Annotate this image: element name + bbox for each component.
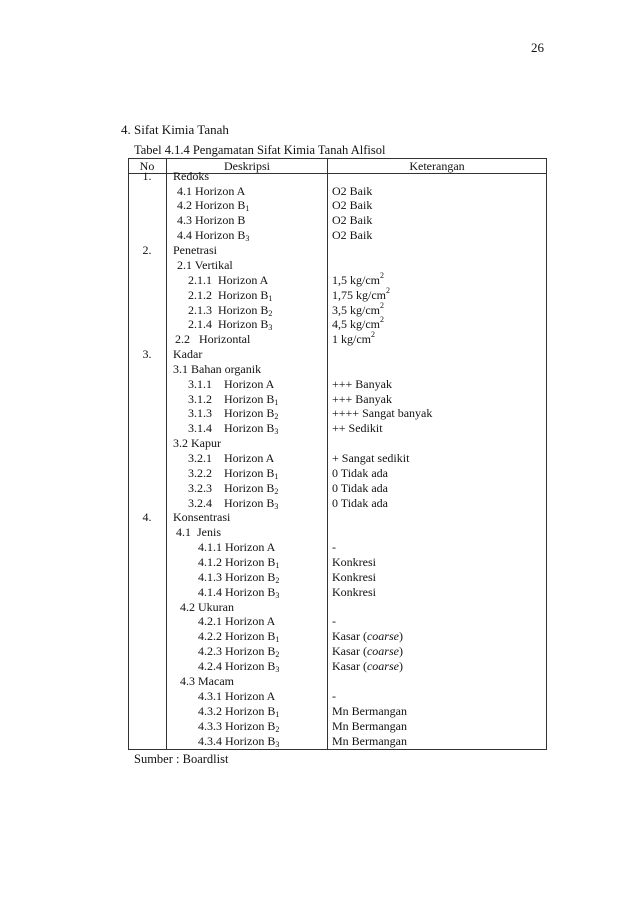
table-row [128,362,547,377]
cell-keterangan: Mn Bermangan [332,704,407,718]
table-row [128,258,547,273]
table-row [128,689,547,704]
horizon-subscript: 3 [275,591,280,600]
table-row [128,213,547,228]
cell-deskripsi: 3.1.4 Horizon $B_3$ [188,421,279,436]
table-row [128,303,547,318]
cell-keterangan: 4,5 $kg/cm^2$ [332,315,384,331]
table-row [128,377,547,392]
table-row [128,629,547,644]
table-row [128,525,547,540]
table-row [128,317,547,332]
cell-deskripsi: 4.3 Macam [180,674,234,688]
cell-deskripsi: 3.2 Kapur [173,436,221,450]
horizon-subscript: 1 [268,294,273,303]
cell-keterangan: O2 Baik [332,184,373,198]
table-row [128,392,547,407]
cell-deskripsi: 4.3.1 Horizon A [198,689,276,703]
table-row [128,496,547,511]
cell-deskripsi: 4.1 Horizon A [177,184,246,198]
table-row [128,555,547,570]
table-row [128,347,547,362]
table-row [128,674,547,689]
cell-deskripsi: 4.2 Ukuran [180,600,234,614]
cell-keterangan: 3,5 $kg/cm^2$ [332,301,384,317]
cell-deskripsi: 3.2.4 Horizon $B_3$ [188,496,279,511]
cell-keterangan: Kasar (coarse) [332,659,403,673]
table-row [128,719,547,734]
horizon-subscript: 1 [275,561,280,570]
cell-deskripsi: 4.2.3 Horizon $B_2$ [198,644,280,659]
cell-keterangan: O2 Baik [332,228,373,242]
cell-deskripsi: 4.1 Jenis [176,525,221,539]
cell-keterangan: Kasar (coarse) [332,629,403,643]
cell-deskripsi: 2.2 Horizontal [175,332,251,346]
table-source: Sumber : Boardlist [134,752,229,766]
horizon-subscript: 3 [274,502,279,511]
table-row [128,704,547,719]
table-row [128,184,547,199]
table-border-bottom [128,749,547,750]
horizon-subscript: 1 [274,472,279,481]
unit-superscript: 2 [371,330,375,339]
cell-keterangan: Konkresi [332,555,376,569]
cell-keterangan: 0 Tidak ada [332,496,389,510]
cell-deskripsi: Redoks [173,169,209,183]
italic-term: coarse [366,644,399,658]
cell-keterangan: +++ Banyak [332,392,392,406]
table-row [128,243,547,258]
cell-deskripsi: 4.2.4 Horizon $B_3$ [198,659,280,674]
header-deskripsi: Deskripsi [224,159,270,173]
table-row [128,570,547,585]
section-title: 4. Sifat Kimia Tanah [121,122,229,137]
unit-superscript: 2 [380,315,384,324]
cell-keterangan: ++ Sedikit [332,421,383,435]
cell-keterangan: Mn Bermangan [332,719,407,733]
horizon-subscript: 1 [275,710,280,719]
cell-no: 4. [142,510,152,524]
table-row [128,436,547,451]
table-row [128,273,547,288]
cell-keterangan: - [332,614,336,628]
cell-deskripsi: 4.2 Horizon $B_1$ [177,198,250,213]
cell-deskripsi: 4.4 Horizon $B_3$ [177,228,250,243]
table-row [128,228,547,243]
cell-keterangan: O2 Baik [332,198,373,212]
cell-keterangan: + Sangat sedikit [332,451,410,465]
cell-deskripsi: 3.2.1 Horizon A [188,451,275,465]
italic-term: coarse [366,659,399,673]
cell-deskripsi: 3.1.2 Horizon $B_1$ [188,392,279,407]
cell-keterangan: Mn Bermangan [332,734,407,748]
cell-deskripsi: 2.1.4 Horizon $B_3$ [188,317,273,332]
table-row [128,510,547,525]
table-row [128,540,547,555]
cell-deskripsi: 4.2.2 Horizon $B_1$ [198,629,280,644]
header-no: No [139,159,155,173]
unit-superscript: 2 [380,301,384,310]
horizon-subscript: 3 [274,427,279,436]
cell-deskripsi: 2.1.1 Horizon A [188,273,269,287]
italic-term: coarse [366,629,399,643]
unit-superscript: 2 [380,271,384,280]
cell-deskripsi: 3.1.3 Horizon $B_2$ [188,406,279,421]
horizon-subscript: 1 [274,398,279,407]
table-caption: Tabel 4.1.4 Pengamatan Sifat Kimia Tanah Alfisol [134,143,386,157]
horizon-subscript: 2 [268,309,273,318]
table-row [128,451,547,466]
cell-deskripsi: 3.1 Bahan organik [173,362,262,376]
cell-keterangan: 1,75 $kg/cm^2$ [332,286,390,302]
cell-deskripsi: Penetrasi [173,243,217,257]
horizon-subscript: 3 [275,665,280,674]
cell-keterangan: 0 Tidak ada [332,481,389,495]
cell-deskripsi: 4.2.1 Horizon A [198,614,276,628]
horizon-subscript: 3 [275,740,280,749]
cell-keterangan: Konkresi [332,585,376,599]
table-row [128,614,547,629]
cell-deskripsi: 3.2.3 Horizon $B_2$ [188,481,279,496]
cell-deskripsi: 2.1.3 Horizon $B_2$ [188,303,273,318]
cell-deskripsi: 3.1.1 Horizon A [188,377,275,391]
horizon-subscript: 3 [245,234,250,243]
cell-no: 3. [142,347,152,361]
cell-deskripsi: 4.1.2 Horizon $B_1$ [198,555,280,570]
table-row [128,198,547,213]
table-row [128,288,547,303]
table-row [128,332,547,347]
table-row [128,585,547,600]
cell-deskripsi: 4.1.3 Horizon $B_2$ [198,570,280,585]
cell-no: 2. [142,243,152,257]
table-row [128,659,547,674]
cell-keterangan: O2 Baik [332,213,373,227]
cell-keterangan: ++++ Sangat banyak [332,406,433,420]
cell-deskripsi: 4.3.3 Horizon $B_2$ [198,719,280,734]
cell-deskripsi: Konsentrasi [173,510,231,524]
cell-deskripsi: 4.1.4 Horizon $B_3$ [198,585,280,600]
cell-keterangan: 1,5 $kg/cm^2$ [332,271,384,287]
table-row [128,481,547,496]
horizon-subscript: 1 [275,635,280,644]
cell-keterangan: +++ Banyak [332,377,392,391]
horizon-subscript: 1 [245,204,250,213]
table-row [128,421,547,436]
cell-keterangan: 0 Tidak ada [332,466,389,480]
table-row [128,466,547,481]
horizon-subscript: 2 [274,412,279,421]
cell-no: 1. [142,169,152,183]
cell-keterangan: Kasar (coarse) [332,644,403,658]
cell-keterangan: - [332,540,336,554]
cell-deskripsi: 3.2.2 Horizon $B_1$ [188,466,279,481]
cell-deskripsi: 4.3.2 Horizon $B_1$ [198,704,280,719]
horizon-subscript: 2 [274,487,279,496]
cell-deskripsi: 4.3.4 Horizon $B_3$ [198,734,280,749]
table-row [128,734,547,749]
cell-deskripsi: 4.1.1 Horizon A [198,540,276,554]
cell-deskripsi: Kadar [173,347,203,361]
cell-deskripsi: 4.3 Horizon B [177,213,246,227]
cell-deskripsi: 2.1 Vertikal [177,258,233,272]
cell-keterangan: 1 $kg/cm^2$ [332,330,375,346]
horizon-subscript: 2 [275,650,280,659]
horizon-subscript: 2 [275,576,280,585]
page-number: 26 [531,40,544,55]
unit-superscript: 2 [386,286,390,295]
cell-deskripsi: 2.1.2 Horizon $B_1$ [188,288,273,303]
header-keterangan: Keterangan [409,159,465,173]
horizon-subscript: 3 [268,323,273,332]
cell-keterangan: Konkresi [332,570,376,584]
table-row [128,406,547,421]
horizon-subscript: 2 [275,725,280,734]
table-row [128,169,547,184]
cell-keterangan: - [332,689,336,703]
table-row [128,644,547,659]
table-row [128,600,547,615]
